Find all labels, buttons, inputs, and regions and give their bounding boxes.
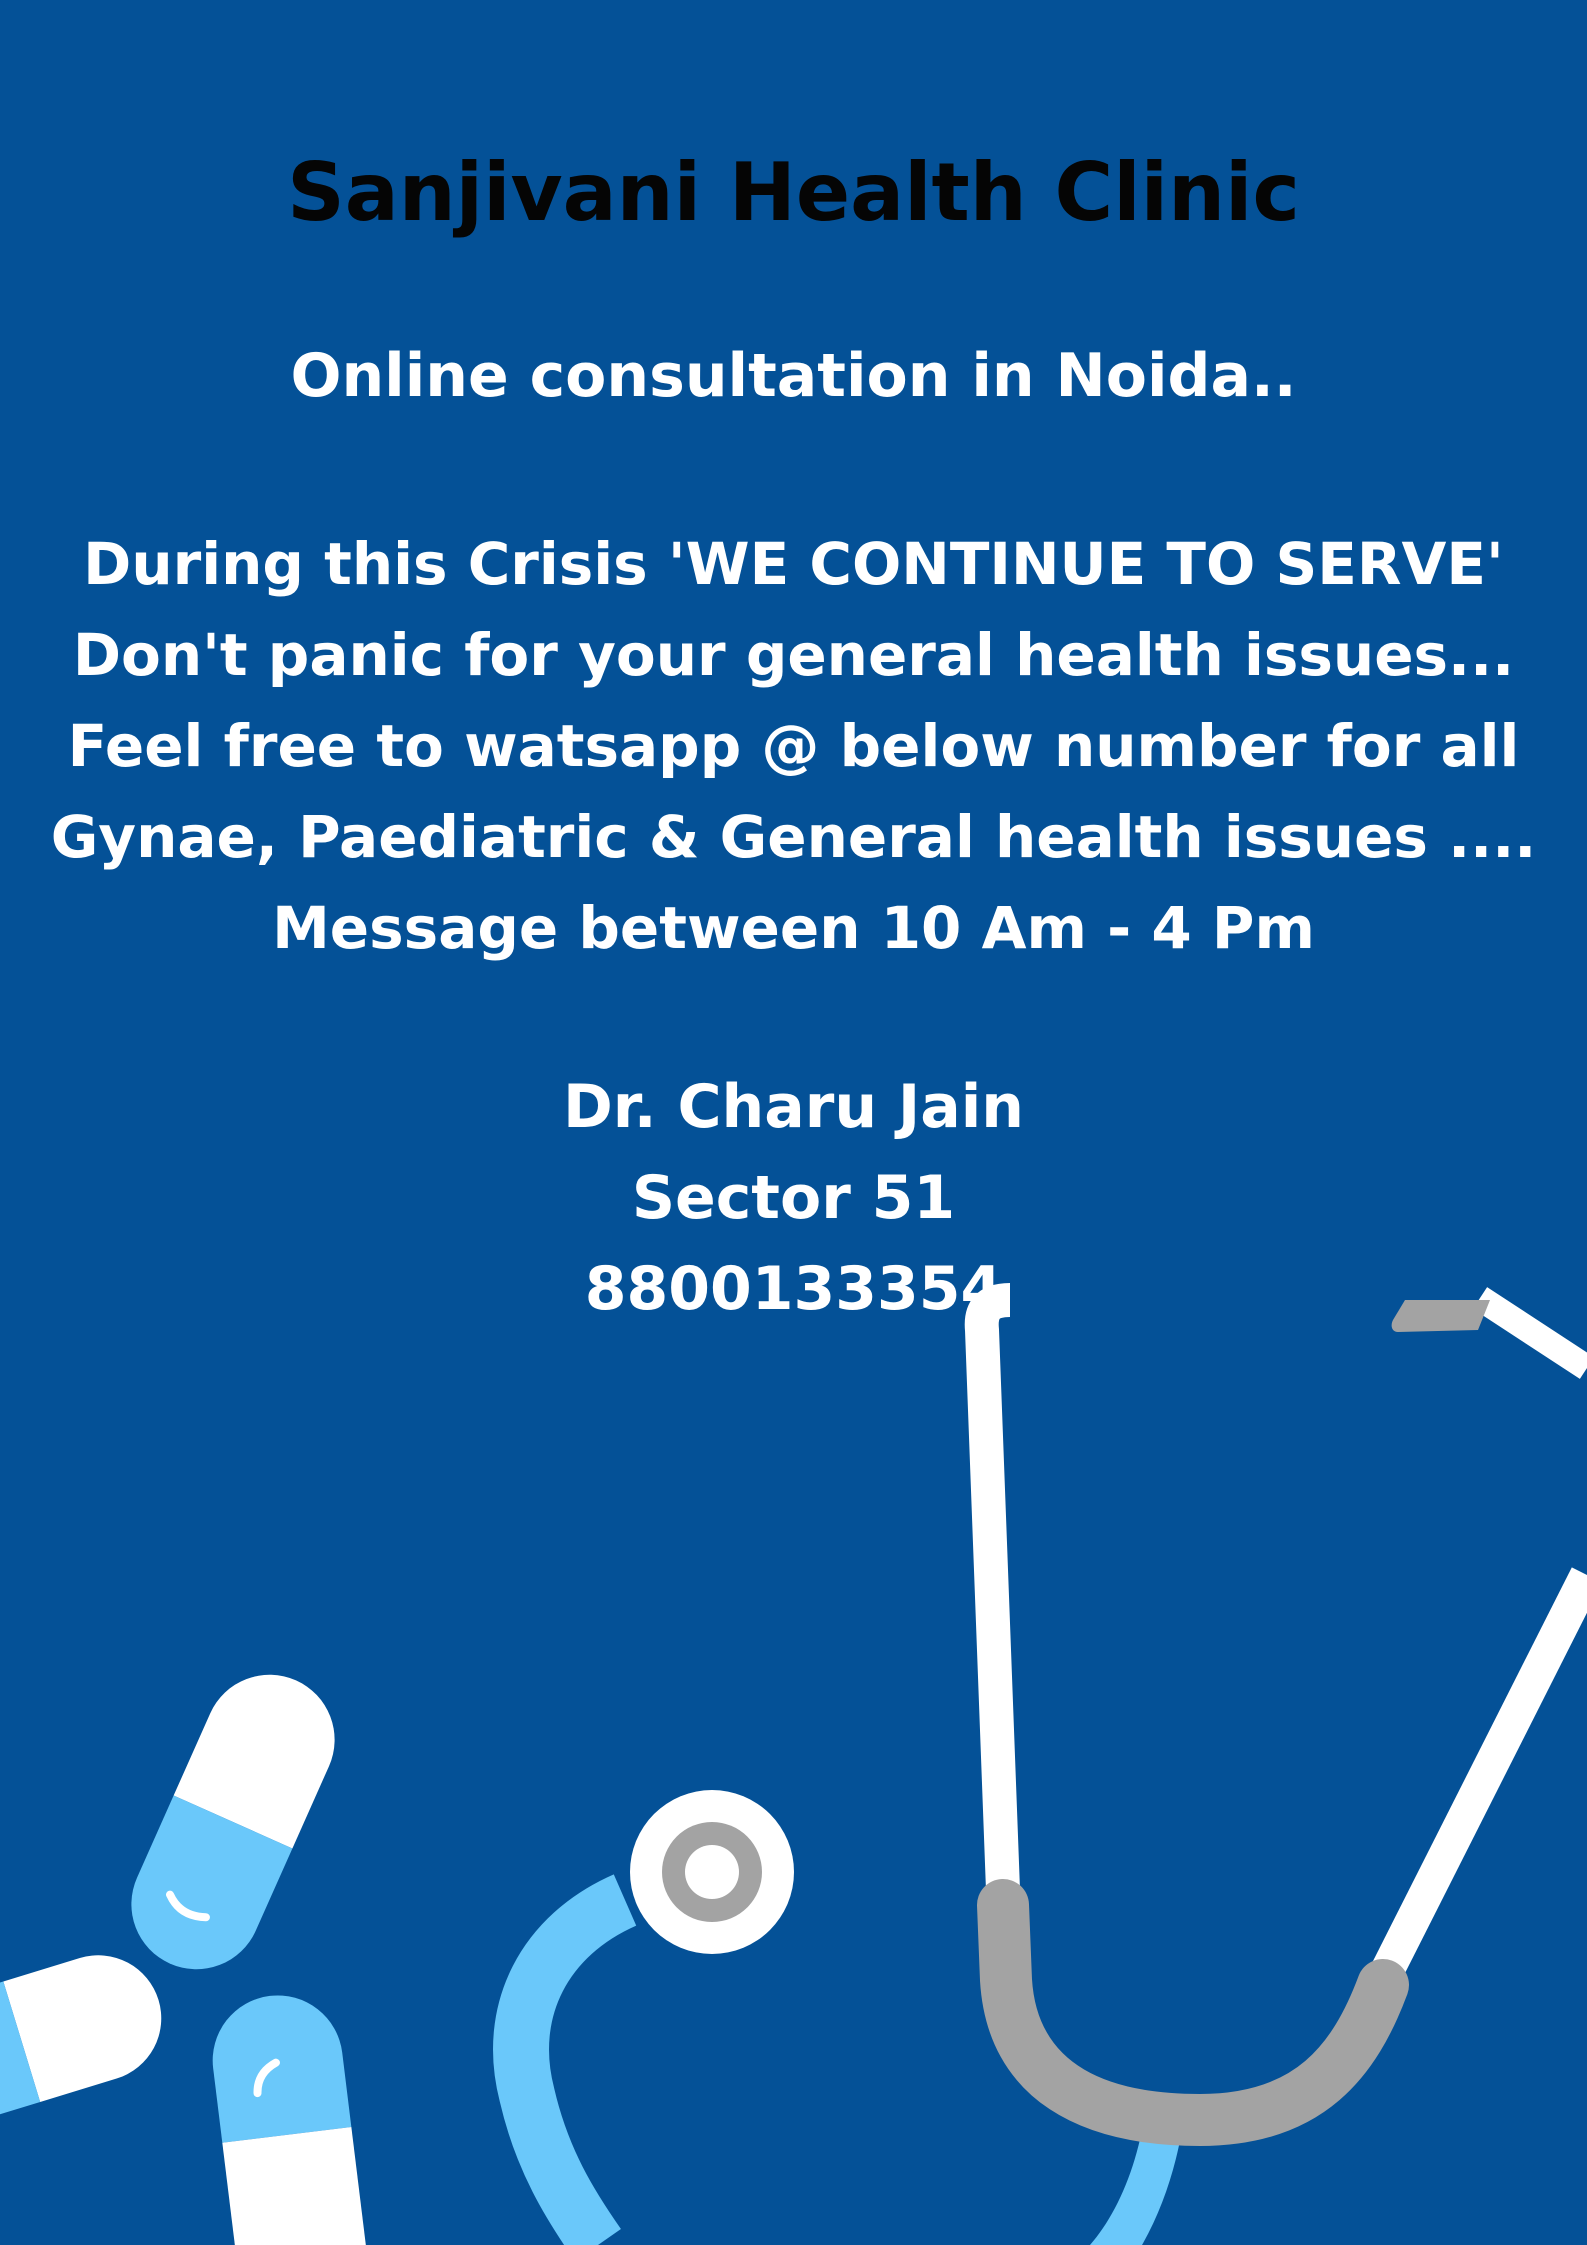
subtitle: Online consultation in Noida.. (290, 341, 1297, 411)
message-block (0, 519, 1587, 974)
stethoscope-stem-icon (1090, 2130, 1182, 2245)
clinic-name: Sanjivani Health Clinic (287, 146, 1300, 239)
stethoscope-chestpiece-icon (630, 1790, 794, 1954)
pill-capsule-icon (205, 1988, 366, 2245)
message-line: During this Crisis 'WE CONTINUE TO SERVE' (83, 530, 1504, 598)
stethoscope-left-tube-icon (982, 1300, 1010, 1890)
message-line: Gynae, Paediatric & General health issues .... (50, 803, 1537, 871)
contact-block (0, 1062, 1587, 1335)
doctor-name: Dr. Charu Jain (562, 1072, 1025, 1142)
message-line: Feel free to watsapp @ below number for all (67, 712, 1520, 780)
message-line: Message between 10 Am - 4 Pm (272, 894, 1315, 962)
message-line: Don't panic for your general health issues... (72, 621, 1515, 689)
stethoscope-binaural-icon (1003, 1905, 1383, 2120)
pill-capsule-icon (0, 1940, 177, 2147)
stethoscope-right-tube-icon (1385, 1575, 1587, 1975)
pill-capsule-icon (111, 1654, 356, 1990)
clinic-location: Sector 51 (631, 1163, 956, 1233)
stethoscope-tube-icon (521, 1900, 625, 2245)
phone-number: 8800133354 (584, 1254, 1003, 1324)
